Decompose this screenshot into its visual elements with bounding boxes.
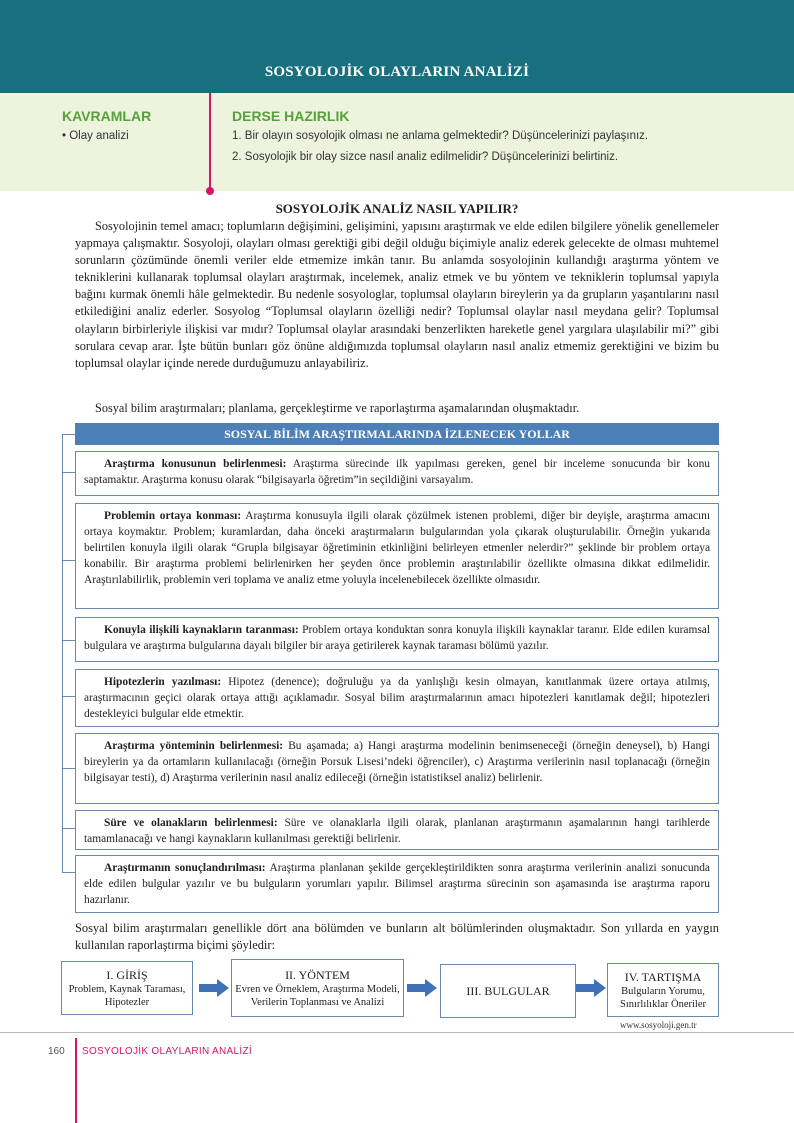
- website-url: www.sosyoloji.gen.tr: [620, 1020, 697, 1030]
- flow-title: IV. TARTIŞMA: [624, 969, 702, 984]
- step-text: Araştırma planlanan şekilde gerçekleştirildikten sonra araştırma verilerinin analizi sonucunda elde edilen bulgular yazılır ve bu bulguların yorumları yapılır. Bilimsel araştırma sürecinin son aşamasında ise araştırma raporu hazırlanır.: [84, 862, 710, 906]
- right-arrow-icon: [576, 979, 606, 997]
- flow-title: I. GİRİŞ: [106, 967, 148, 982]
- step-box: [75, 810, 719, 850]
- step-box: [75, 733, 719, 804]
- footer-rule: [0, 1032, 794, 1033]
- flow-subtitle: Evren ve Örneklem, Araştırma Modeli, Verilerin Toplanması ve Analizi: [235, 983, 400, 1008]
- bracket-tick: [62, 434, 75, 435]
- report-paragraph: Sosyal bilim araştırmaları genellikle dört ana bölümden ve bunların alt bölümlerinden oluşmaktadır. Son yıllarda en yaygın kullanılan raporlaştırma biçimi şöyledir:: [75, 921, 719, 952]
- step-text: Problem ortaya konduktan sonra konuyla ilişkili kaynaklar taranır. Elde edilen kuramsal bulgulara ve araştırma bulgularına dayalı bilgiler bir araya getirilerek kaynak taraması bölümü yazılır.: [84, 624, 711, 652]
- step-term: Araştırmanın sonuçlandırılması:: [104, 862, 266, 874]
- page-header-title: SOSYOLOJİK OLAYLARIN ANALİZİ: [264, 64, 530, 80]
- bracket-tick: [62, 560, 75, 561]
- step-box: [75, 617, 719, 662]
- steps-title-bar: SOSYAL BİLİM ARAŞTIRMALARINDA İZLENECEK YOLLAR: [75, 423, 719, 445]
- intro-paragraph: Sosyolojinin temel amacı; toplumların değişimini, gelişimini, yapısını araştırmak ve elde edilen bilgilere yönelik genellemeler yapmaya çalışmaktır. Sosyoloji, olayları olması gerektiği gibi değil olduğu biçimiyle analiz ederek gelecekte de olması muhtemel sorunların çözümünde önemli veriler elde etmemize imkân tanır. Bu anlamda sosyolojinin kullandığı araştırma yöntem ve tekniklerini kullanarak toplumsal olayları araştırmak, incelemek, analiz etmek ve bu yöntem ve tekniklerin toplumsal yapıyla bağını kurmak önemli hâle gelmektedir. Bu nedenle sosyologlar, toplumsal olayların bireylerin ya da grupların yaşantılarını nasıl etkilediğini analiz ederler. Sosyolog “Toplumsal olayların özelliği nedir? Toplumsal olaylar nasıl meydana gelir? Toplumsal olayların birbirleriyle ilişkisi var mıdır? Toplumsal olaylar arasındaki benzerlikten hareketle genel yargılara ulaşılabilir mi?” gibi sorulara cevap arar. İşte bütün bunları göz önüne aldığımızda toplumsal olayların nasıl analiz etmemiz gerektiğini ve bizim bu toplumsal olaylar içinde nerede durduğumuzu anlayabiliriz.: [75, 219, 719, 370]
- flow-box-bulgular: [440, 964, 576, 1018]
- right-arrow-icon: [199, 979, 229, 997]
- step-term: Konuyla ilişkili kaynakların taranması:: [104, 624, 299, 636]
- step-text: Süre ve olanaklarla ilgili olarak, planlanan araştırmanın aşamalarının hangi tarihlerde tamamlanacağı ve hangi kaynakların kullanılması gerektiği belirlenir.: [84, 817, 710, 845]
- footer-chapter-label: SOSYOLOJİK OLAYLARIN ANALİZİ: [82, 1046, 252, 1057]
- derse-hazirlik-heading: DERSE HAZIRLIK: [232, 108, 350, 124]
- preparation-question-1: 1. Bir olayın sosyolojik olması ne anlama gelmektedir? Düşüncelerinizi paylaşınız.: [232, 130, 649, 142]
- step-box: [75, 503, 719, 609]
- kavram-item: • Olay analizi: [62, 130, 129, 142]
- step-box: [75, 451, 719, 496]
- flow-title: III. BULGULAR: [466, 983, 550, 998]
- section-title: SOSYOLOJİK ANALİZ NASIL YAPILIR?: [275, 201, 519, 216]
- step-term: Süre ve olanakların belirlenmesi:: [104, 817, 278, 829]
- page-number: 160: [48, 1046, 65, 1057]
- step-text: Araştırma sürecinde ilk yapılması gereken, genel bir inceleme sonucunda bir konu saptamaktır. Araştırma konusu olarak “bilgisayarla öğretim”in seçildiğini varsayalım.: [84, 458, 711, 486]
- step-term: Problemin ortaya konması:: [104, 510, 242, 522]
- step-term: Araştırma yönteminin belirlenmesi:: [104, 740, 284, 752]
- bracket-tick: [62, 828, 75, 829]
- step-box: [75, 855, 719, 913]
- panel-divider: [209, 93, 211, 191]
- preparation-question-2: 2. Sosyolojik bir olay sizce nasıl analiz edilmelidir? Düşüncelerinizi belirtiniz.: [232, 151, 619, 163]
- bracket-tick: [62, 640, 75, 641]
- step-box: [75, 669, 719, 727]
- flow-box-yontem: [231, 959, 404, 1017]
- flow-subtitle: Problem, Kaynak Taraması, Hipotezler: [68, 983, 186, 1008]
- step-text: Bu aşamada; a) Hangi araştırma modelinin benimseneceği (örneğin deneysel), b) Hangi bireylerin ya da ortamların kullanılacağı (örneğin Porsuk Lisesi’ndeki öğrenciler), c) Araştırma verilerinin nasıl toplanacağı (örneğin bilgisayar testi), d) Araştırma verilerinin nasıl analiz edileceği (örneğin istatistiksel analiz) belirlenir.: [84, 740, 710, 784]
- flow-box-tartisma: [607, 963, 719, 1017]
- bracket-tick: [62, 768, 75, 769]
- kavramlar-heading: KAVRAMLAR: [62, 108, 152, 124]
- step-text: Hipotez (denence); doğruluğu ya da yanlışlığı kesin olmayan, kanıtlanmak üzere ortaya atılmış, araştırmacının geçici olarak ortaya attığı açıklamadır. Sosyal bilim araştırmalarının amacı hipotezleri kanıtlamak değil; hipotezleri destekleyici bulgular elde etmektir.: [84, 676, 710, 720]
- flow-box-giris: [61, 961, 193, 1015]
- flow-title: II. YÖNTEM: [285, 967, 350, 982]
- stages-paragraph: Sosyal bilim araştırmaları; planlama, gerçekleştirme ve raporlaştırma aşamalarından oluşmaktadır.: [95, 401, 580, 415]
- flow-subtitle: Bulguların Yorumu, Sınırlılıklar Öneriler: [619, 985, 707, 1010]
- steps-bracket-line: [62, 434, 63, 872]
- bracket-tick: [62, 696, 75, 697]
- step-term: Araştırma konusunun belirlenmesi:: [104, 458, 287, 470]
- step-term: Hipotezlerin yazılması:: [104, 676, 222, 688]
- right-arrow-icon: [407, 979, 437, 997]
- bracket-tick: [62, 472, 75, 473]
- footer-divider: [75, 1038, 77, 1123]
- step-text: Araştırma konusuyla ilgili olarak çözülmek istenen problemi, diğer bir deyişle, araştırma amacını ortaya koymaktır. Problem; kuramlardan, daha önceki araştırmaların bulgularından yola çıkarak oluşturulabilir. Örneğin yukarıda belirtilen konuyla ilgili olarak “Grupla bilgisayar öğretiminin etkinliğini belirleyen etmenler nelerdir?” şeklinde bir problem ortaya konabilir. Bir araştırma problemi belirlenirken her şeyden önce problemin araştırılabilir özellikte olmasına dikkat edilmelidir. Araştırılabilirlik, problemin veri toplama ve analiz etme yoluyla incelenebilecek özellikte olmasıdır.: [84, 510, 710, 586]
- bracket-tick: [62, 872, 75, 873]
- divider-dot: [206, 187, 214, 195]
